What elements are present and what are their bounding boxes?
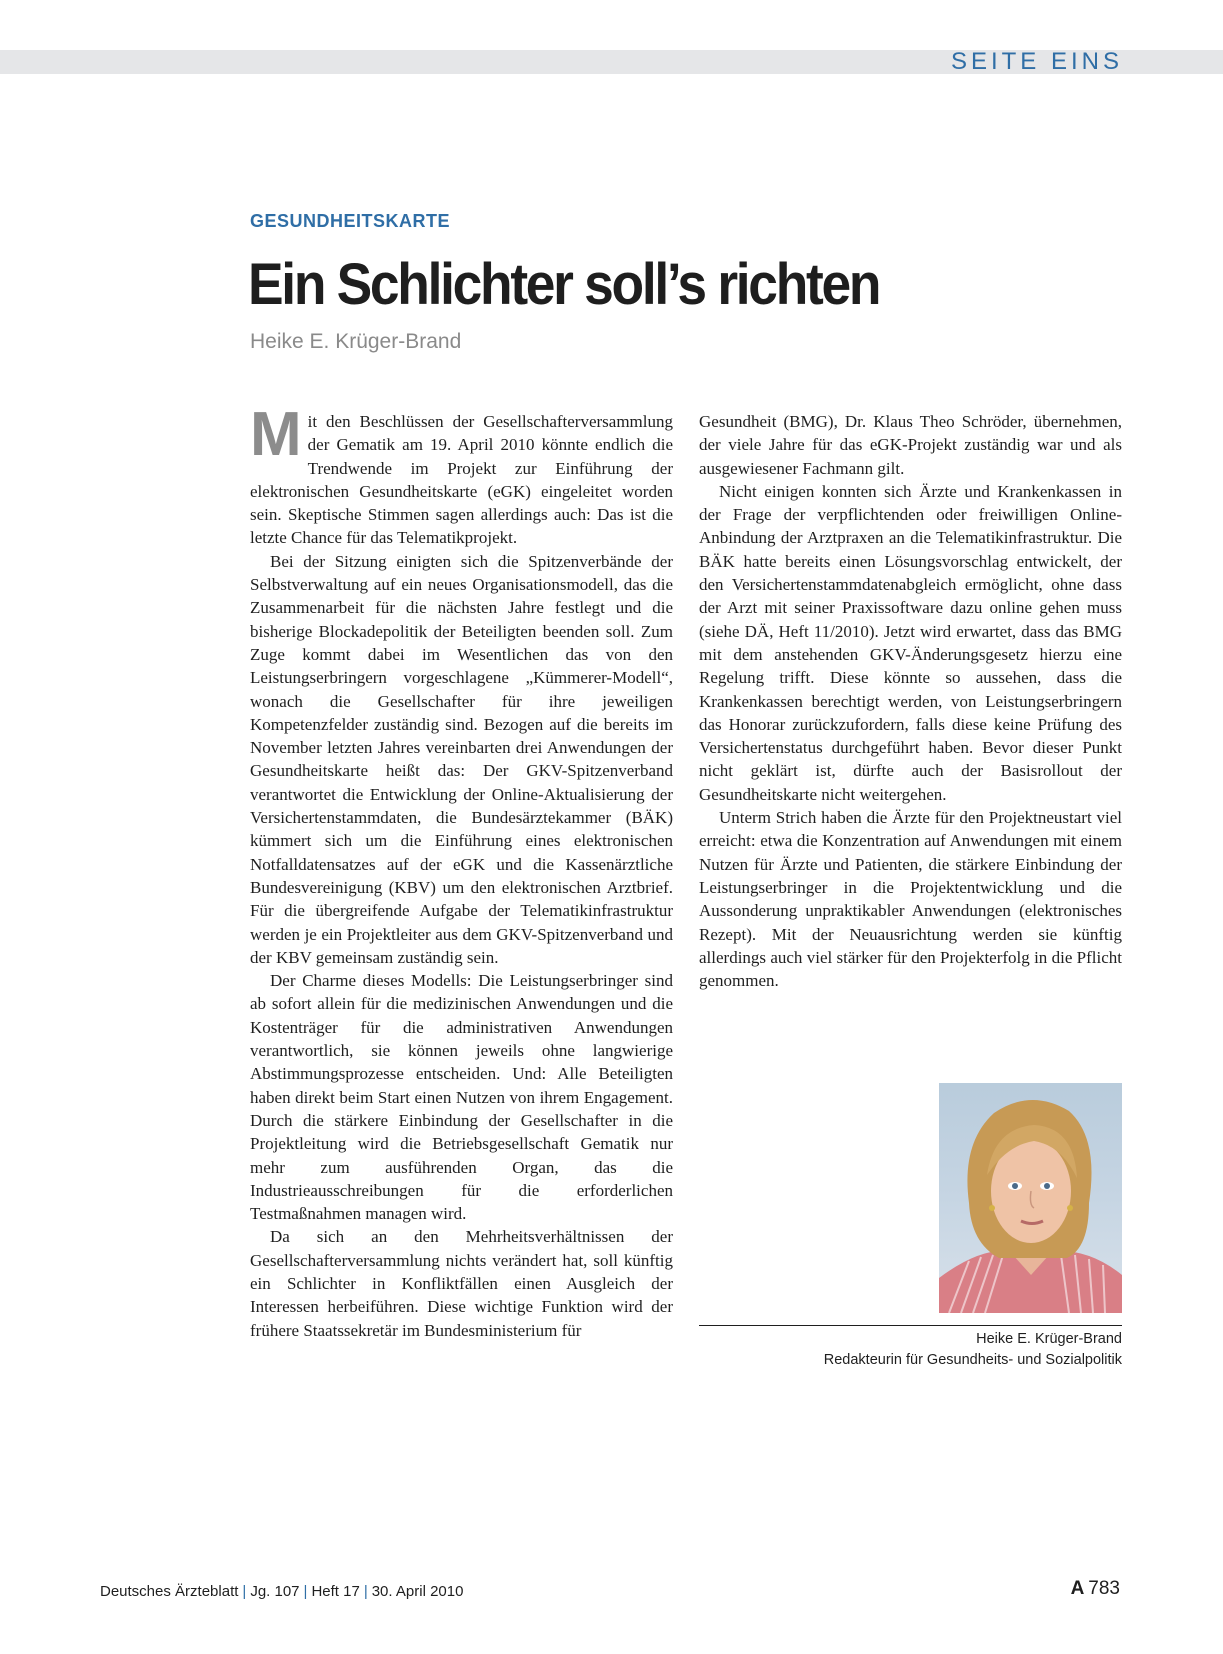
author-photo bbox=[939, 1083, 1122, 1313]
paragraph: Bei der Sitzung einigten sich die Spitzenverbände der Selbstverwaltung auf ein neues Organisationsmodell, das die Zusammenarbeit für die nächsten Jahre festlegt und die bisherige Blockadepolitik der Beteiligten beenden soll. Zum Zuge kommt dabei im Wesentlichen das von den Leistungserbringern vorgeschlagene „Kümmerer-Modell“, wonach die Gesellschafter für ihre jeweiligen Kompetenzfelder zuständig sind. Bezogen auf die bereits im November letzten Jahres vereinbarten drei Anwendungen der Gesundheitskarte heißt das: Der GKV-Spitzenverband verantwortet die Entwicklung der Online-Aktualisierung der Versichertenstammdaten, die Bundesärztekammer (BÄK) kümmert sich um die Einführung eines elektronischen Notfalldatensatzes auf der eGK und die Kassenärztliche Bundesvereinigung (KBV) um den elektronischen Arztbrief. Für die übergreifende Aufgabe der Telematikinfrastruktur werden je ein Projektleiter aus dem GKV-Spitzenverband und der KBV gemeinsam zuständig sein. bbox=[250, 551, 673, 967]
separator: | bbox=[363, 1583, 368, 1600]
section-label: SEITE EINS bbox=[950, 48, 1123, 75]
paragraph: Da sich an den Mehrheitsverhältnissen der Gesellschafterversammlung nichts verändert hat, soll künftig ein Schlichter in Konfliktfällen einen Ausgleich der Interessen herbeiführen. Diese wichtige Funktion wird der frühere Staatssekretär im Bundesministerium für bbox=[250, 1227, 673, 1340]
paragraph-text: it den Beschlüssen der Gesellschafterversammlung der Gematik am 19. April 2010 könnte endlich die Trendwende im Projekt zur Einführung der elektronischen Gesundheitskarte (eGK) eingeleitet worden sein. Skeptische Stimmen sagen allerdings auch: Das ist die letzte Chance für das Telematikprojekt. bbox=[250, 412, 673, 548]
journal-name: Deutsches Ärzteblatt bbox=[100, 1583, 239, 1600]
drop-cap: M bbox=[250, 400, 302, 469]
paragraph: Gesundheit (BMG), Dr. Klaus Theo Schröder, übernehmen, der viele Jahre für das eGK-Projekt zuständig war und als ausgewiesener Fachmann gilt. bbox=[699, 412, 1122, 478]
paragraph: Der Charme dieses Modells: Die Leistungserbringer sind ab sofort allein für die medizinischen Anwendungen und die Kostenträger für die administrativen Anwendungen verantwortlich, sie können jeweils ohne langwierige Abstimmungsprozesse entscheiden. Und: Alle Beteiligten haben direkt beim Start einen Nutzen von ihrem Engagement. Durch die stärkere Einbindung der Gesellschafter in die Projektleitung wird die Betriebsgesellschaft Gematik nur mehr zum ausführenden Organ, das die Industrieausschreibungen für die erforderlichen Testmaßnahmen managen wird. bbox=[250, 971, 673, 1224]
paragraph: Nicht einigen konnten sich Ärzte und Krankenkassen in der Frage der verpflichtenden oder freiwilligen Online-Anbindung der Arztpraxen an die Telematikinfrastruktur. Die BÄK hatte bereits einen Lösungsvorschlag entwickelt, der den Versichertenstammdatenabgleich ermöglicht, ohne dass der Arzt mit seiner Praxissoftware dazu online gehen muss (siehe DÄ, Heft 11/2010). Jetzt wird erwartet, dass das BMG mit dem anstehenden GKV-Änderungsgesetz hierzu eine Regelung trifft. Diese könnte so aussehen, dass die Krankenkassen berechtigt werden, von Leistungserbringern das Honorar zurückzufordern, falls diese keine Prüfung des Versichertenstatus durchgeführt haben. Bevor dieser Punkt nicht geklärt ist, dürfte auch der Basisrollout der Gesundheitskarte nicht weitergehen. bbox=[699, 481, 1122, 804]
caption-rule bbox=[699, 1325, 1122, 1326]
footer-citation bbox=[100, 1583, 463, 1600]
separator: | bbox=[303, 1583, 308, 1600]
article-column-2 bbox=[699, 410, 1122, 992]
page-number bbox=[1071, 1578, 1120, 1600]
journal-volume: Jg. 107 bbox=[250, 1583, 300, 1600]
article-author: Heike E. Krüger-Brand bbox=[250, 330, 462, 353]
separator: | bbox=[242, 1583, 247, 1600]
article-title: Ein Schlichter soll’s richten bbox=[248, 252, 880, 317]
article-kicker: GESUNDHEITSKARTE bbox=[250, 211, 451, 231]
journal-issue: Heft 17 bbox=[311, 1583, 360, 1600]
photo-caption bbox=[824, 1329, 1122, 1371]
paragraph bbox=[250, 400, 673, 550]
caption-role: Redakteurin für Gesundheits- und Sozialpolitik bbox=[823, 1352, 1122, 1368]
caption-name: Heike E. Krüger-Brand bbox=[976, 1331, 1122, 1347]
page-number-value: 783 bbox=[1088, 1578, 1120, 1599]
page-prefix: A bbox=[1070, 1578, 1085, 1599]
portrait-illustration bbox=[939, 1083, 1122, 1313]
journal-date: 30. April 2010 bbox=[371, 1583, 464, 1600]
article-column-1 bbox=[250, 400, 673, 1342]
paragraph: Unterm Strich haben die Ärzte für den Projektneustart viel erreicht: etwa die Konzentration auf Anwendungen mit einem Nutzen für Ärzte und Patienten, die stärkere Einbindung der Leistungserbringer in die Projektentwicklung und die Aussonderung unpraktikabler Anwendungen (elektronisches Rezept). Mit der Neuausrichtung werden sie künftig allerdings auch viel stärker für den Projekterfolg in die Pflicht genommen. bbox=[699, 808, 1122, 991]
